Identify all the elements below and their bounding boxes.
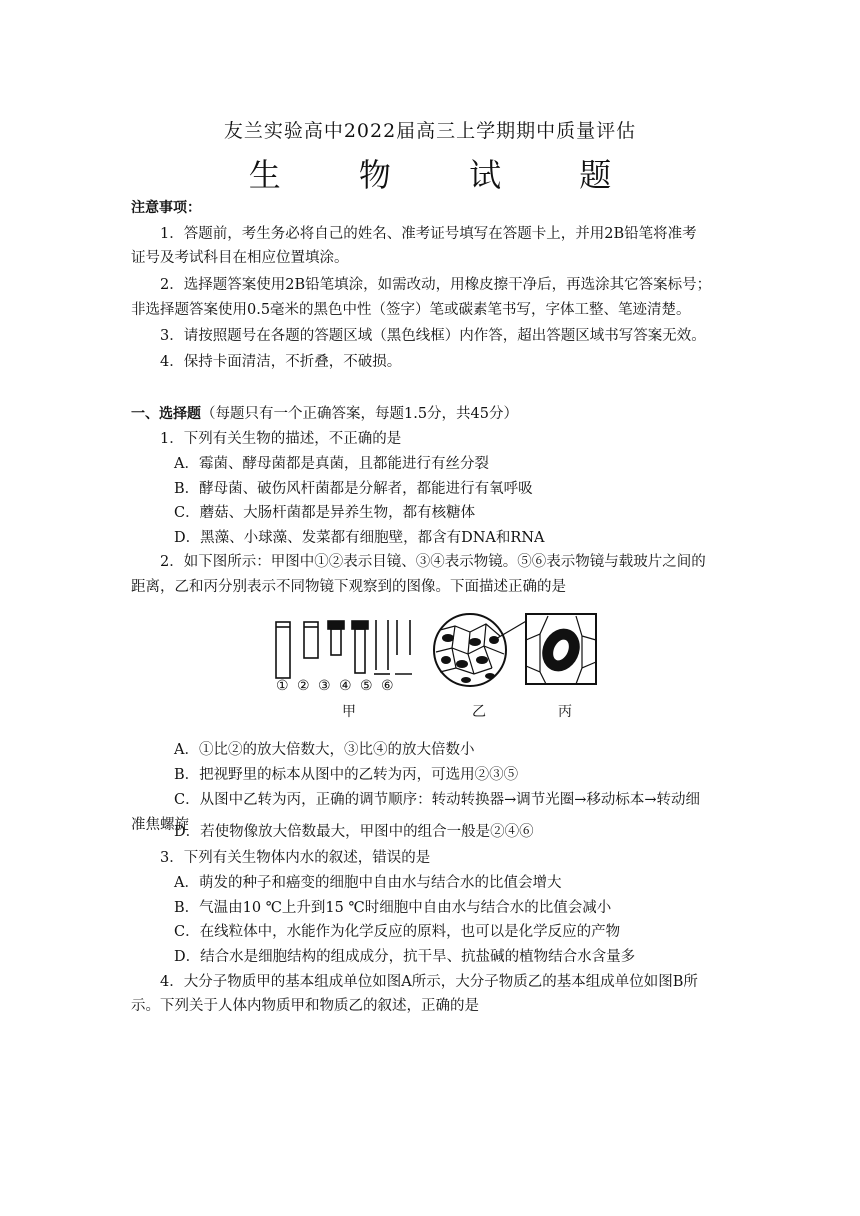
question-stem: 2．如下图所示：甲图中①②表示目镜、③④表示物镜。⑤⑥表示物镜与载玻片之间的 (160, 554, 706, 570)
subject-title (0, 150, 860, 196)
option-b: B．气温由10 ℃上升到15 ℃时细胞中自由水与结合水的比值会减小 (174, 900, 612, 916)
option-a: A．萌发的种子和癌变的细胞中自由水与结合水的比值会增大 (174, 875, 562, 891)
low-power-view (434, 614, 528, 686)
notice-line: 2．选择题答案使用2B铅笔填涂，如需改动，用橡皮擦干净后，再选涂其它答案标号； (160, 277, 712, 293)
question-stem: 3．下列有关生物体内水的叙述，错误的是 (160, 850, 431, 866)
notice-heading: 注意事项： (131, 200, 201, 216)
option-b: B．把视野里的标本从图中的乙转为丙，可选用②③⑤ (174, 767, 519, 783)
option-d: D．若使物像放大倍数最大，甲图中的组合一般是②④⑥ (174, 824, 534, 840)
figure-numbers: ① ② ③ ④ ⑤ ⑥ (276, 678, 396, 694)
high-power-view (526, 614, 596, 684)
subject-title-text: 生 物 试 题 (248, 156, 646, 194)
option-d: D．结合水是细胞结构的组成成分，抗干旱、抗盐碱的植物结合水含量多 (174, 949, 636, 965)
notice-line: 3．请按照题号在各题的答题区域（黑色线框）内作答，超出答题区域书写答案无效。 (160, 328, 706, 344)
option-b: B．酵母菌、破伤风杆菌都是分解者，都能进行有氧呼吸 (174, 481, 533, 497)
notice-line: 证号及考试科目在相应位置填涂。 (131, 250, 349, 266)
option-a: A．霉菌、酵母菌都是真菌，且都能进行有丝分裂 (174, 456, 489, 472)
option-c: C．在线粒体中，水能作为化学反应的原料，也可以是化学反应的产物 (174, 924, 621, 940)
option-a: A．①比②的放大倍数大，③比④的放大倍数小 (174, 742, 475, 758)
section-note: （每题只有一个正确答案，每题1.5分，共45分） (201, 406, 519, 422)
question-stem: 示。下列关于人体内物质甲和物质乙的叙述，正确的是 (131, 998, 479, 1014)
microscope-figure-drawing (270, 610, 600, 720)
option-c-continued: 准焦螺旋 (131, 817, 189, 833)
school-title: 友兰实验高中2022届高三上学期期中质量评估 (223, 120, 637, 142)
option-c: C．从图中乙转为丙，正确的调节顺序：转动转换器→调节光圈→移动标本→转动细 (174, 792, 701, 808)
notice-line: 1．答题前，考生务必将自己的姓名、准考证号填写在答题卡上，并用2B铅笔将准考 (160, 226, 697, 242)
section-heading-row (131, 404, 518, 424)
option-d: D．黑藻、小球藻、发菜都有细胞壁，都含有DNA和RNA (174, 530, 545, 546)
question-stem: 4．大分子物质甲的基本组成单位如图A所示，大分子物质乙的基本组成单位如图B所 (160, 974, 698, 990)
figure-label-yi: 乙 (472, 704, 486, 720)
notice-line: 4．保持卡面清洁，不折叠，不破损。 (160, 354, 402, 370)
microscope-figure (270, 610, 600, 720)
question-stem: 1．下列有关生物的描述，不正确的是 (160, 431, 402, 447)
section-heading: 一、选择题 (131, 406, 201, 422)
notice-line: 非选择题答案使用0.5毫米的黑色中性（签字）笔或碳素笔书写，字体工整、笔迹清楚。 (131, 302, 691, 318)
figure-label-bing: 丙 (558, 704, 572, 720)
option-c: C．蘑菇、大肠杆菌都是异养生物，都有核糖体 (174, 505, 476, 521)
question-stem: 距离，乙和丙分别表示不同物镜下观察到的图像。下面描述正确的是 (131, 579, 566, 595)
figure-label-jia: 甲 (342, 704, 356, 720)
